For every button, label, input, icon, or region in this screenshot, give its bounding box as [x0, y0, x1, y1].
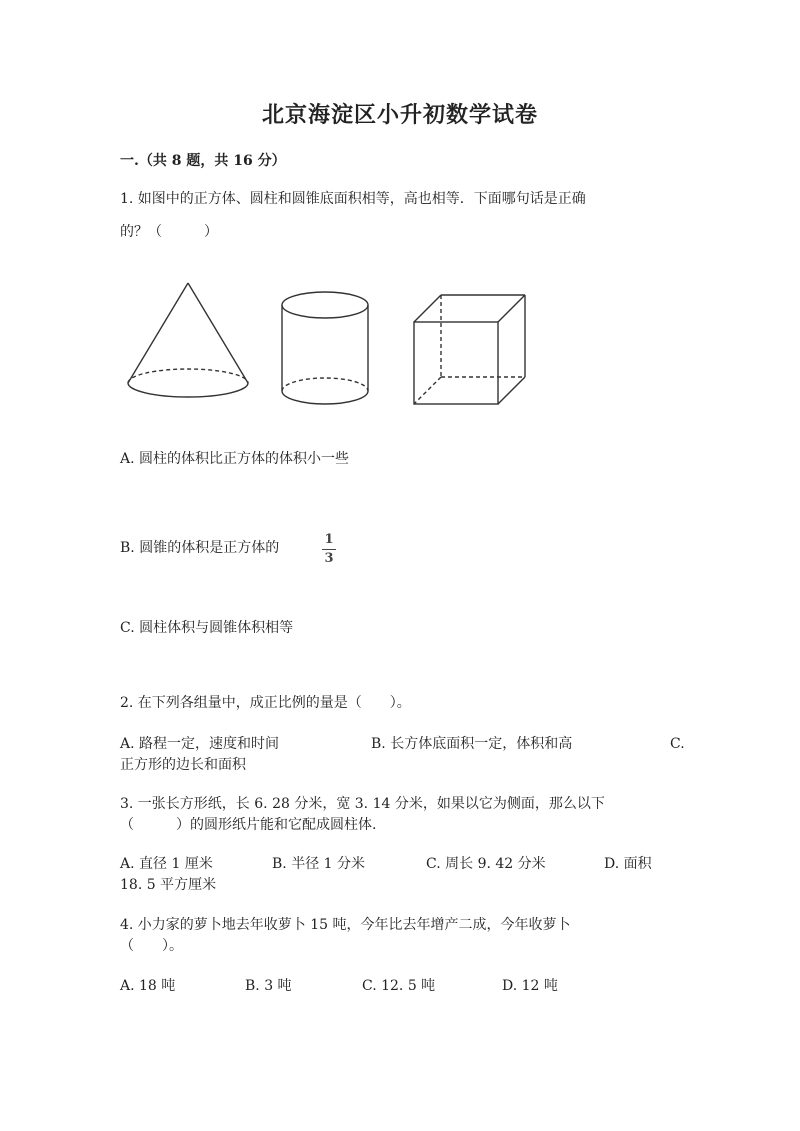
q2-option-c-label: C. [670, 736, 685, 752]
section-heading: 一.（共 8 题，共 16 分） [120, 153, 286, 169]
q3-option-d-text: 18. 5 平方厘米 [120, 877, 217, 893]
q4-stem-line1: 4. 小力家的萝卜地去年收萝卜 15 吨，今年比去年增产二成，今年收萝卜 [120, 917, 571, 933]
q3-stem-line2: （ ）的圆形纸片能和它配成圆柱体. [120, 817, 377, 833]
fraction-bar [322, 549, 336, 550]
q4-option-d: D. 12 吨 [502, 978, 558, 994]
q1-option-c: C. 圆柱体积与圆锥体积相等 [120, 620, 294, 636]
cone-icon [128, 283, 248, 397]
q4-option-c: C. 12. 5 吨 [362, 978, 436, 994]
q2-option-c-text: 正方形的边长和面积 [120, 757, 246, 773]
cube-icon [414, 295, 525, 404]
q4-option-b: B. 3 吨 [245, 978, 292, 994]
q1-stem-line1: 1. 如图中的正方体、圆柱和圆锥底面积相等，高也相等．下面哪句话是正确 [120, 191, 586, 207]
cylinder-icon [282, 292, 368, 404]
fraction-numerator: 1 [324, 532, 334, 547]
fraction-denominator: 3 [324, 551, 334, 566]
q1-option-a: A. 圆柱的体积比正方体的体积小一些 [120, 451, 350, 467]
q2-option-a: A. 路程一定，速度和时间 [120, 736, 280, 752]
page-title: 北京海淀区小升初数学试卷 [261, 102, 538, 128]
q4-option-a: A. 18 吨 [120, 978, 176, 994]
q3-option-a: A. 直径 1 厘米 [120, 856, 213, 872]
q2-option-b: B. 长方体底面积一定，体积和高 [371, 736, 573, 752]
q3-option-c: C. 周长 9. 42 分米 [426, 856, 546, 872]
q1-stem-line2: 的？（ ） [120, 224, 218, 240]
q4-stem-line2: （ ）。 [120, 938, 183, 954]
q3-option-b: B. 半径 1 分米 [272, 856, 365, 872]
q3-stem-line1: 3. 一张长方形纸，长 6. 28 分米，宽 3. 14 分米，如果以它为侧面，那么以下 [120, 796, 605, 812]
q2-stem: 2. 在下列各组量中，成正比例的量是（ ）。 [120, 695, 411, 711]
q1-option-b-fraction [322, 533, 336, 566]
q1-option-b: B. 圆锥的体积是正方体的 [120, 540, 280, 556]
q3-option-d-label: D. 面积 [604, 856, 652, 872]
